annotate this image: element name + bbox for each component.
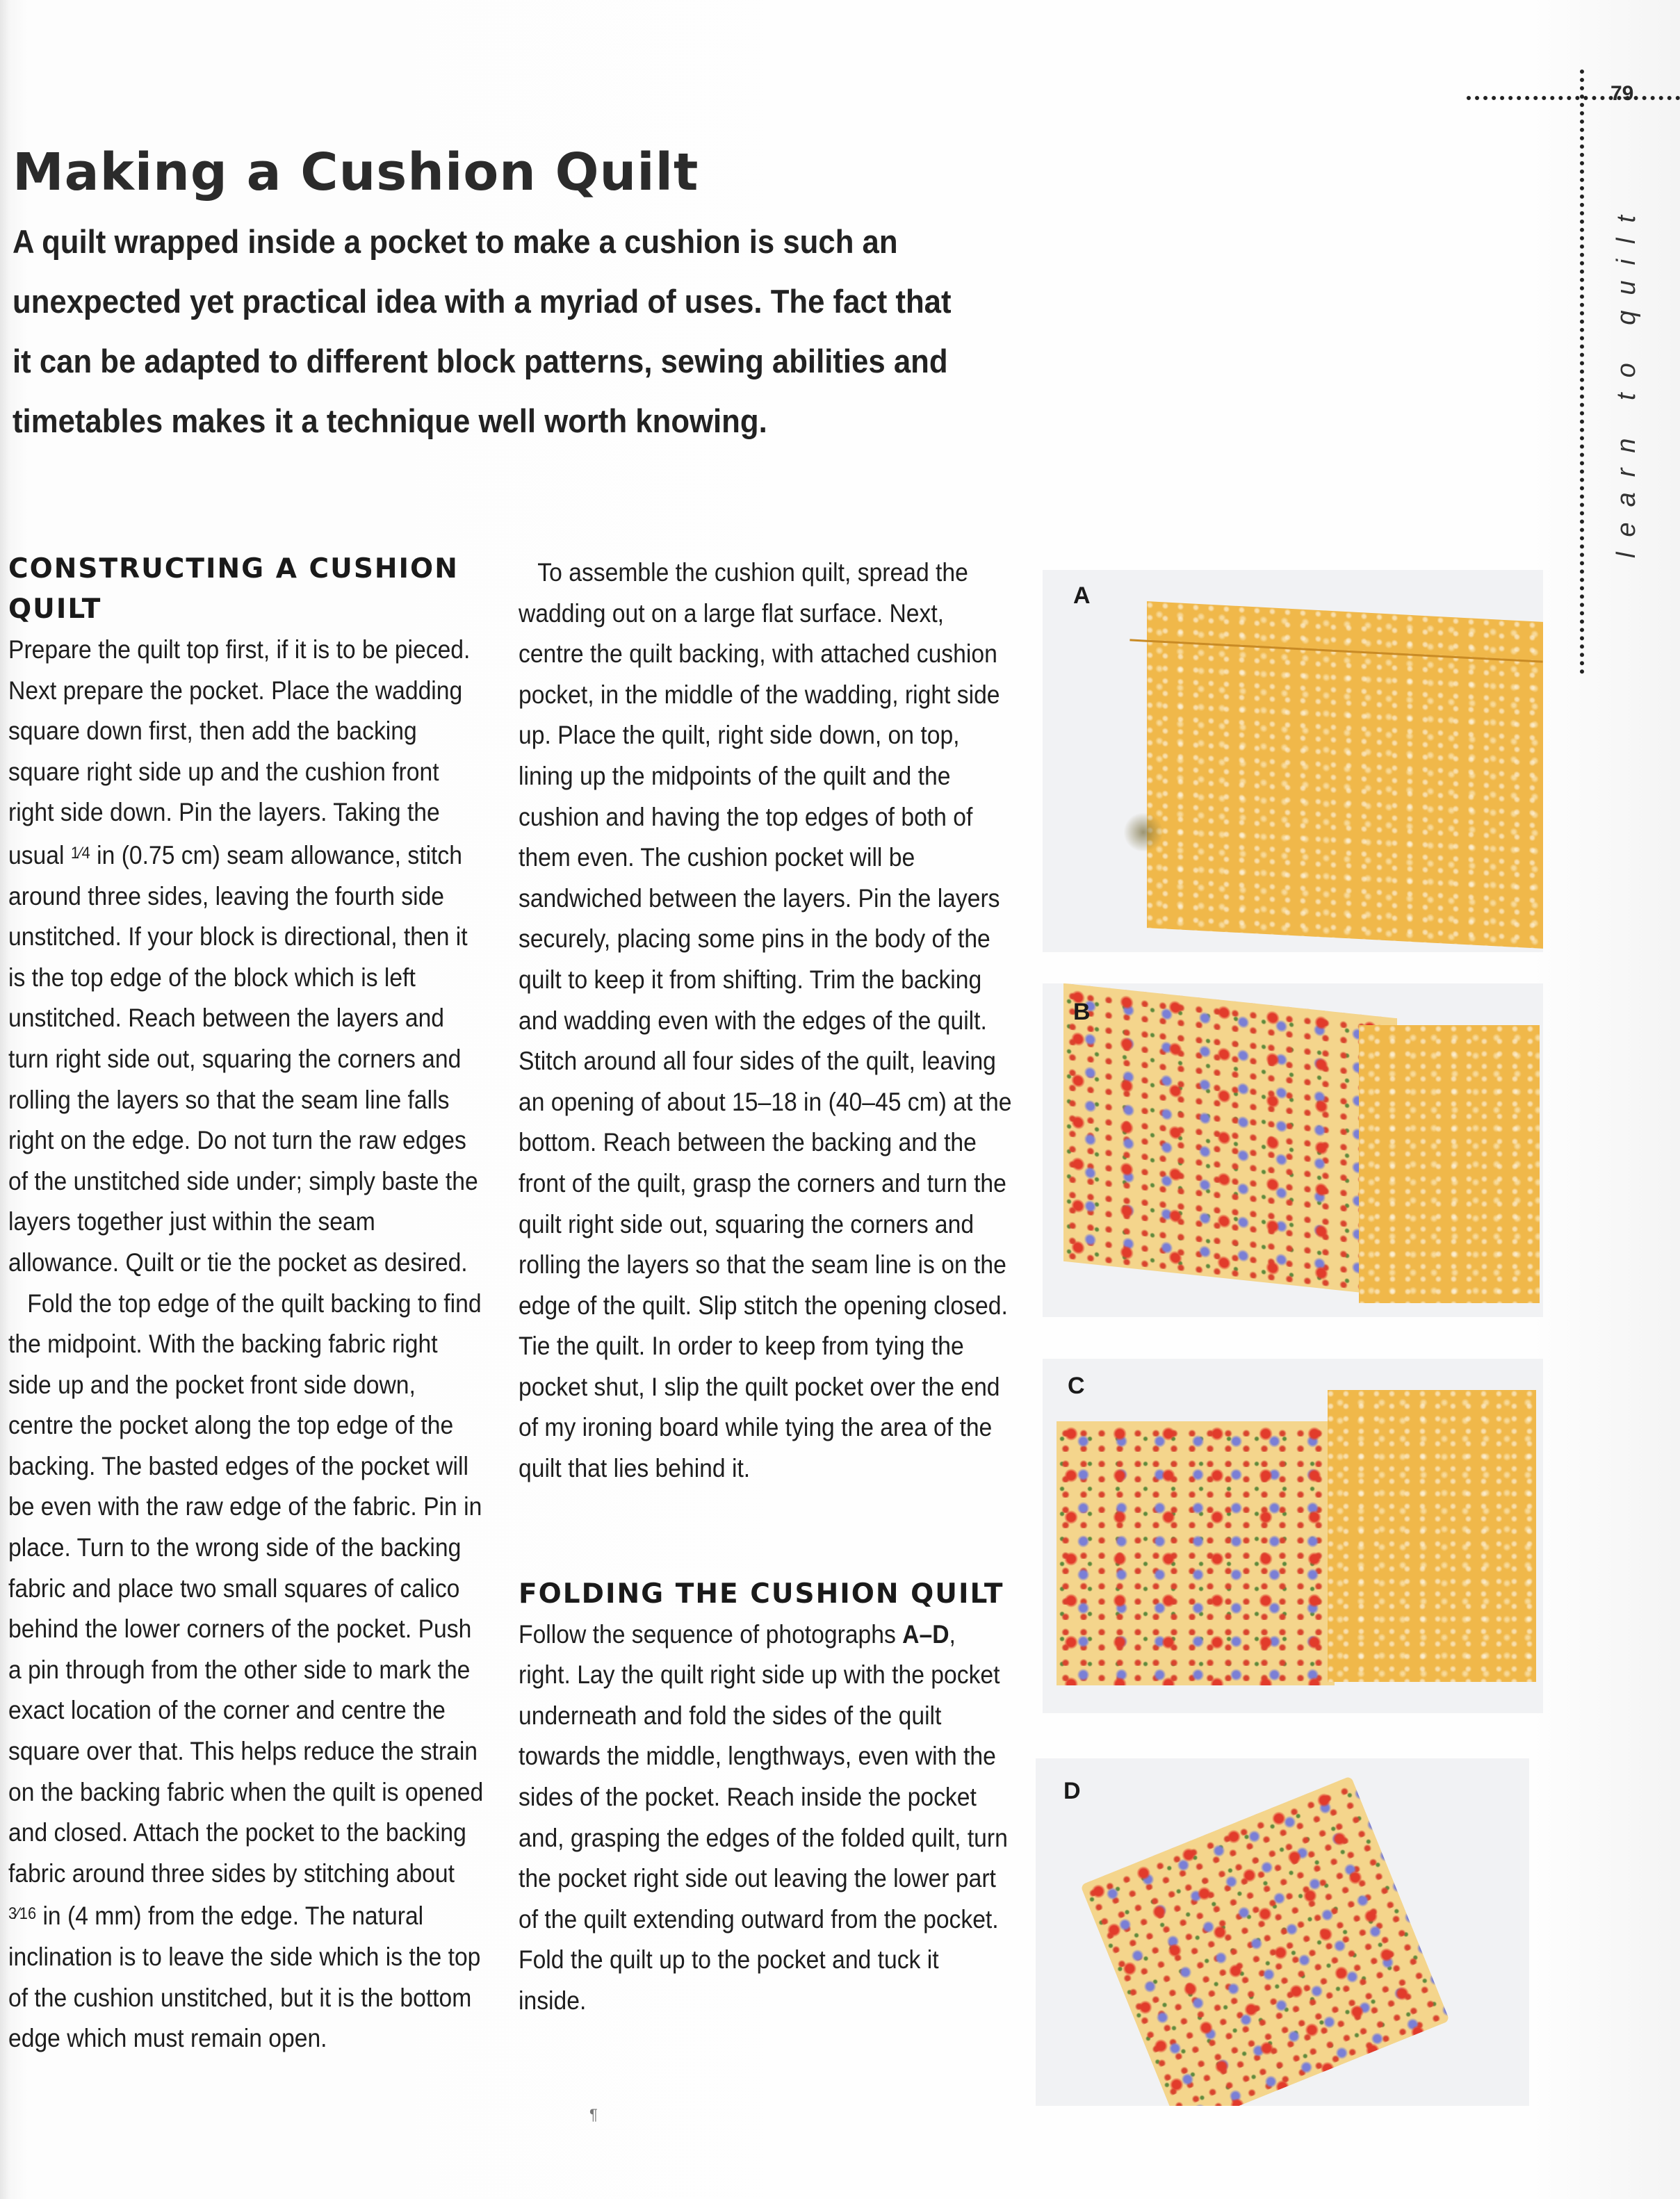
photo-label-d: D bbox=[1063, 1778, 1081, 1804]
page-title: Making a Cushion Quilt bbox=[13, 142, 699, 202]
print-mark: ¶ bbox=[589, 2106, 598, 2123]
text-run: Prepare the quilt top first, if it is to be pieced. Next prepare the pocket. Place the wadding square down first, then add the backing square right side up and the cushion front right side down. Pin the layers. Taking the usual bbox=[8, 635, 471, 869]
pocket-fabric bbox=[1147, 601, 1543, 949]
pocket-fabric bbox=[1359, 1025, 1540, 1303]
section-tab-label: learn to quilt bbox=[1611, 199, 1641, 558]
text-run: Fold the top edge of the quilt backing to find the midpoint. With the backing fabric right side up and the pocket front side down, centre the pocket along the top edge of the backing. The basted edges of the pocket will be even with the raw edge of the fabric. Pin in place. Turn to the wrong side of the backing fabric and place two small squares of calico behind the lower corners of the pocket. Push a pin through from the other side to mark the exact location of the corner and centre the square over that. This helps reduce the strain on the backing fabric when the quilt is opened and closed. Attach the pocket to the backing fabric around three sides by stitching about bbox=[8, 1289, 484, 1888]
intro-paragraph: A quilt wrapped inside a pocket to make a cushion is such an unexpected yet practical idea with a myriad of uses. The fact that it can be adapted to different block patterns, sewing abilities and timetables makes it a technique well worth knowing. bbox=[13, 223, 952, 439]
fabric-mark bbox=[1123, 813, 1164, 851]
section-heading-folding: FOLDING THE CUSHION QUILT bbox=[519, 1578, 1004, 1610]
column-middle bbox=[519, 553, 1016, 2022]
photo-a bbox=[1043, 570, 1543, 952]
photo-label-b: B bbox=[1073, 999, 1091, 1025]
photo-c bbox=[1043, 1359, 1543, 1713]
photo-d bbox=[1036, 1758, 1529, 2106]
body-paragraph: To assemble the cushion quilt, spread the wadding out on a large flat surface. Next, centre the quilt backing, with attached cushion pocket, in the middle of the wadding, right side up. Place the quilt, right side down, on top, lining up the midpoints of the quilt and the cushion and having the top edges of both of them even. The cushion pocket will be sandwiched between the layers. Pin the layers securely, placing some pins in the body of the quilt to keep it from shifting. Trim the backing and wadding even with the edges of the quilt. Stitch around all four sides of the quilt, leaving an opening of about 15–18 in (40–45 cm) at the bottom. Reach between the backing and the front of the quilt, grasp the corners and turn the quilt right side out, squaring the corners and rolling the layers so that the seam line is on the edge of the quilt. Slip stitch the opening closed. Tie the quilt. In order to keep from tying the pocket shut, I slip the quilt pocket over the end of my ironing board while tying the area of the quilt that lies behind it. bbox=[519, 558, 1012, 1483]
dotted-rule-vertical bbox=[1580, 70, 1584, 674]
body-paragraph bbox=[519, 1614, 1012, 2022]
cushion-fabric bbox=[1080, 1776, 1450, 2106]
photo-label-a: A bbox=[1073, 582, 1091, 609]
photo-label-c: C bbox=[1068, 1373, 1085, 1399]
body-paragraph bbox=[8, 630, 484, 1284]
photo-b bbox=[1043, 983, 1543, 1317]
dotted-rule-horizontal bbox=[1467, 96, 1680, 100]
pocket-fabric bbox=[1328, 1390, 1536, 1682]
section-heading-constructing: CONSTRUCTING A CUSHION QUILT bbox=[8, 553, 459, 625]
fraction: 3⁄16 bbox=[8, 1904, 37, 1924]
photo-reference: A–D bbox=[902, 1619, 949, 1649]
text-run: in (0.75 cm) seam allowance, stitch around three sides, leaving the fourth side unstitched. If your block is directional, then it is the top edge of the block which is left unstitched. Reach between the layers and turn right side out, squaring the corners and rolling the layers so that the seam line falls right on the edge. Do not turn the raw edges of the unstitched side under; simply baste the layers together just within the seam allowance. Quilt or tie the pocket as desired. bbox=[8, 840, 478, 1277]
floral-quilt-fabric bbox=[1057, 1421, 1335, 1685]
floral-quilt-fabric bbox=[1063, 983, 1397, 1296]
page-number: 79 bbox=[1610, 82, 1634, 105]
text-run: , right. Lay the quilt right side up with the pocket underneath and fold the sides of the quilt towards the middle, lengthways, even with the sides of the pocket. Reach inside the pocket and, grasping the edges of the folded quilt, turn the pocket right side out leaving the lower part of the quilt extending outward from the pocket. Fold the quilt up to the pocket and tuck it inside. bbox=[519, 1619, 1008, 2015]
text-run: in (4 mm) from the edge. The natural inclination is to leave the side which is the top of the cushion unstitched, but it is the bottom edge which must remain open. bbox=[8, 1902, 481, 2053]
section-tab bbox=[1606, 181, 1647, 577]
body-paragraph bbox=[8, 1284, 484, 2059]
column-left bbox=[8, 549, 488, 2059]
text-run: Follow the sequence of photographs bbox=[519, 1619, 903, 1649]
fraction: 1⁄4 bbox=[70, 843, 90, 863]
